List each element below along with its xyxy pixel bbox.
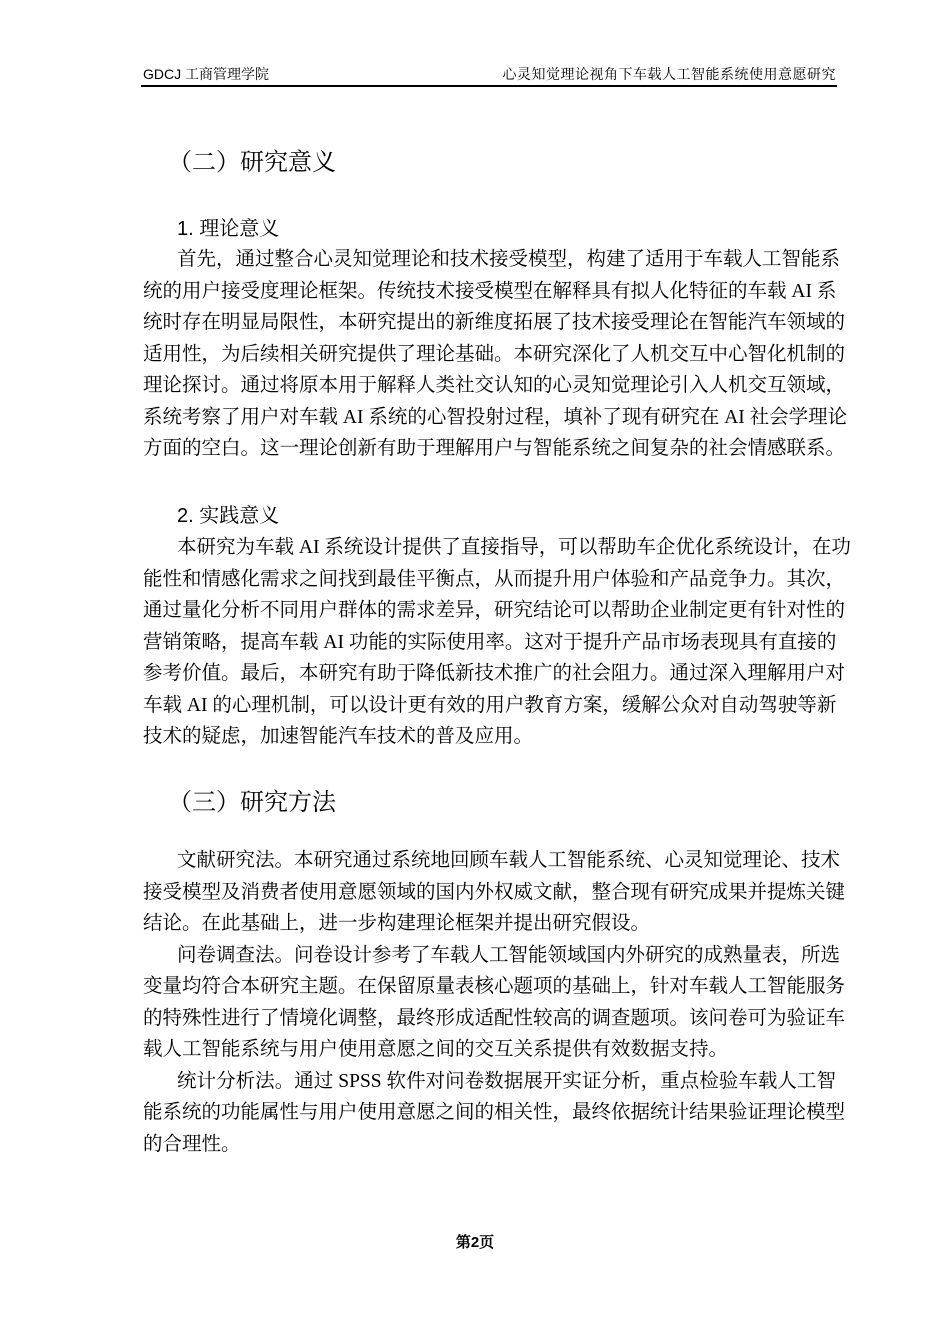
text-line: 统时存在明显局限性，本研究提出的新维度拓展了技术接受理论在智能汽车领域的 [143,312,846,333]
text-line: 通过量化分析不同用户群体的需求差异，研究结论可以帮助企业制定更有针对性的 [143,600,846,621]
text-line: 技术的疑虑，加速智能汽车技术的普及应用。 [143,726,534,747]
text-line: 理论探讨。通过将原本用于解释人类社交认知的心灵知觉理论引入人机交互领域， [143,375,846,396]
text-line: 载人工智能系统与用户使用意愿之间的交互关系提供有效数据支持。 [143,1039,729,1060]
text-line: 变量均符合本研究主题。在保留原量表核心题项的基础上，针对车载人工智能服务 [143,976,846,997]
section-heading-methods: （三）研究方法 [168,789,336,816]
paragraph-survey-method [143,940,846,1066]
text-line: 接受模型及消费者使用意愿领域的国内外权威文献，整合现有研究成果并提炼关键 [143,881,846,903]
text-line: 统的用户接受度理论框架。传统技术接受模型在解释具有拟人化特征的车载 AI 系 [143,280,837,302]
text-line: 适用性，为后续相关研究提供了理论基础。本研究深化了人机交互中心智化机制的 [143,343,846,365]
text-line: 本研究为车载 AI 系统设计提供了直接指导，可以帮助车企优化系统设计，在功 [177,537,851,558]
text-line: 问卷调查法。问卷设计参考了车载人工智能领域国内外研究的成熟量表，所选 [177,944,841,966]
header-institution: GDCJ 工商管理学院 [143,66,269,82]
header-thesis-title: 心灵知觉理论视角下车载人工智能系统使用意愿研究 [502,68,836,83]
methods-paragraphs [143,845,846,1160]
text-line: 营销策略，提高车载 AI 功能的实际使用率。这对于提升产品市场表现具有直接的 [143,631,837,653]
text-line: 结论。在此基础上，进一步构建理论框架并提出研究假设。 [143,913,651,934]
text-line: 方面的空白。这一理论创新有助于理解用户与智能系统之间复杂的社会情感联系。 [143,438,846,459]
header-rule [141,85,837,87]
text-line: 统计分析法。通过 SPSS 软件对问卷数据展开实证分析，重点检验车载人工智 [177,1070,836,1092]
text-line: 车载 AI 的心理机制，可以设计更有效的用户教育方案，缓解公众对自动驾驶等新 [143,694,837,716]
text-line: 系统考察了用户对车载 AI 系统的心智投射过程，填补了现有研究在 AI 社会学理论 [143,406,848,428]
subheading-practical: 2. 实践意义 [177,505,280,527]
text-line: 的合理性。 [143,1133,241,1155]
text-line: 文献研究法。本研究通过系统地回顾车载人工智能系统、心灵知觉理论、技术 [177,850,841,871]
paragraph-practical [143,532,851,753]
paragraph-statistics-method [143,1066,846,1161]
text-line: 的特殊性进行了情境化调整，最终形成适配性较高的调查题项。该问卷可为验证车 [143,1007,846,1029]
subheading-theoretical: 1. 理论意义 [177,218,280,240]
paragraph-theoretical [143,244,848,465]
text-line: 能性和情感化需求之间找到最佳平衡点，从而提升用户体验和产品竞争力。其次， [143,568,846,590]
text-line: 参考价值。最后，本研究有助于降低新技术推广的社会阻力。通过深入理解用户对 [143,663,846,684]
text-line: 能系统的功能属性与用户使用意愿之间的相关性，最终依据统计结果验证理论模型 [143,1102,846,1123]
paragraph-literature-method [143,845,846,940]
section-heading-significance: （二）研究意义 [168,149,336,176]
text-line: 首先，通过整合心灵知觉理论和技术接受模型，构建了适用于车载人工智能系 [177,249,841,270]
page-number: 第2页 [455,1234,495,1251]
